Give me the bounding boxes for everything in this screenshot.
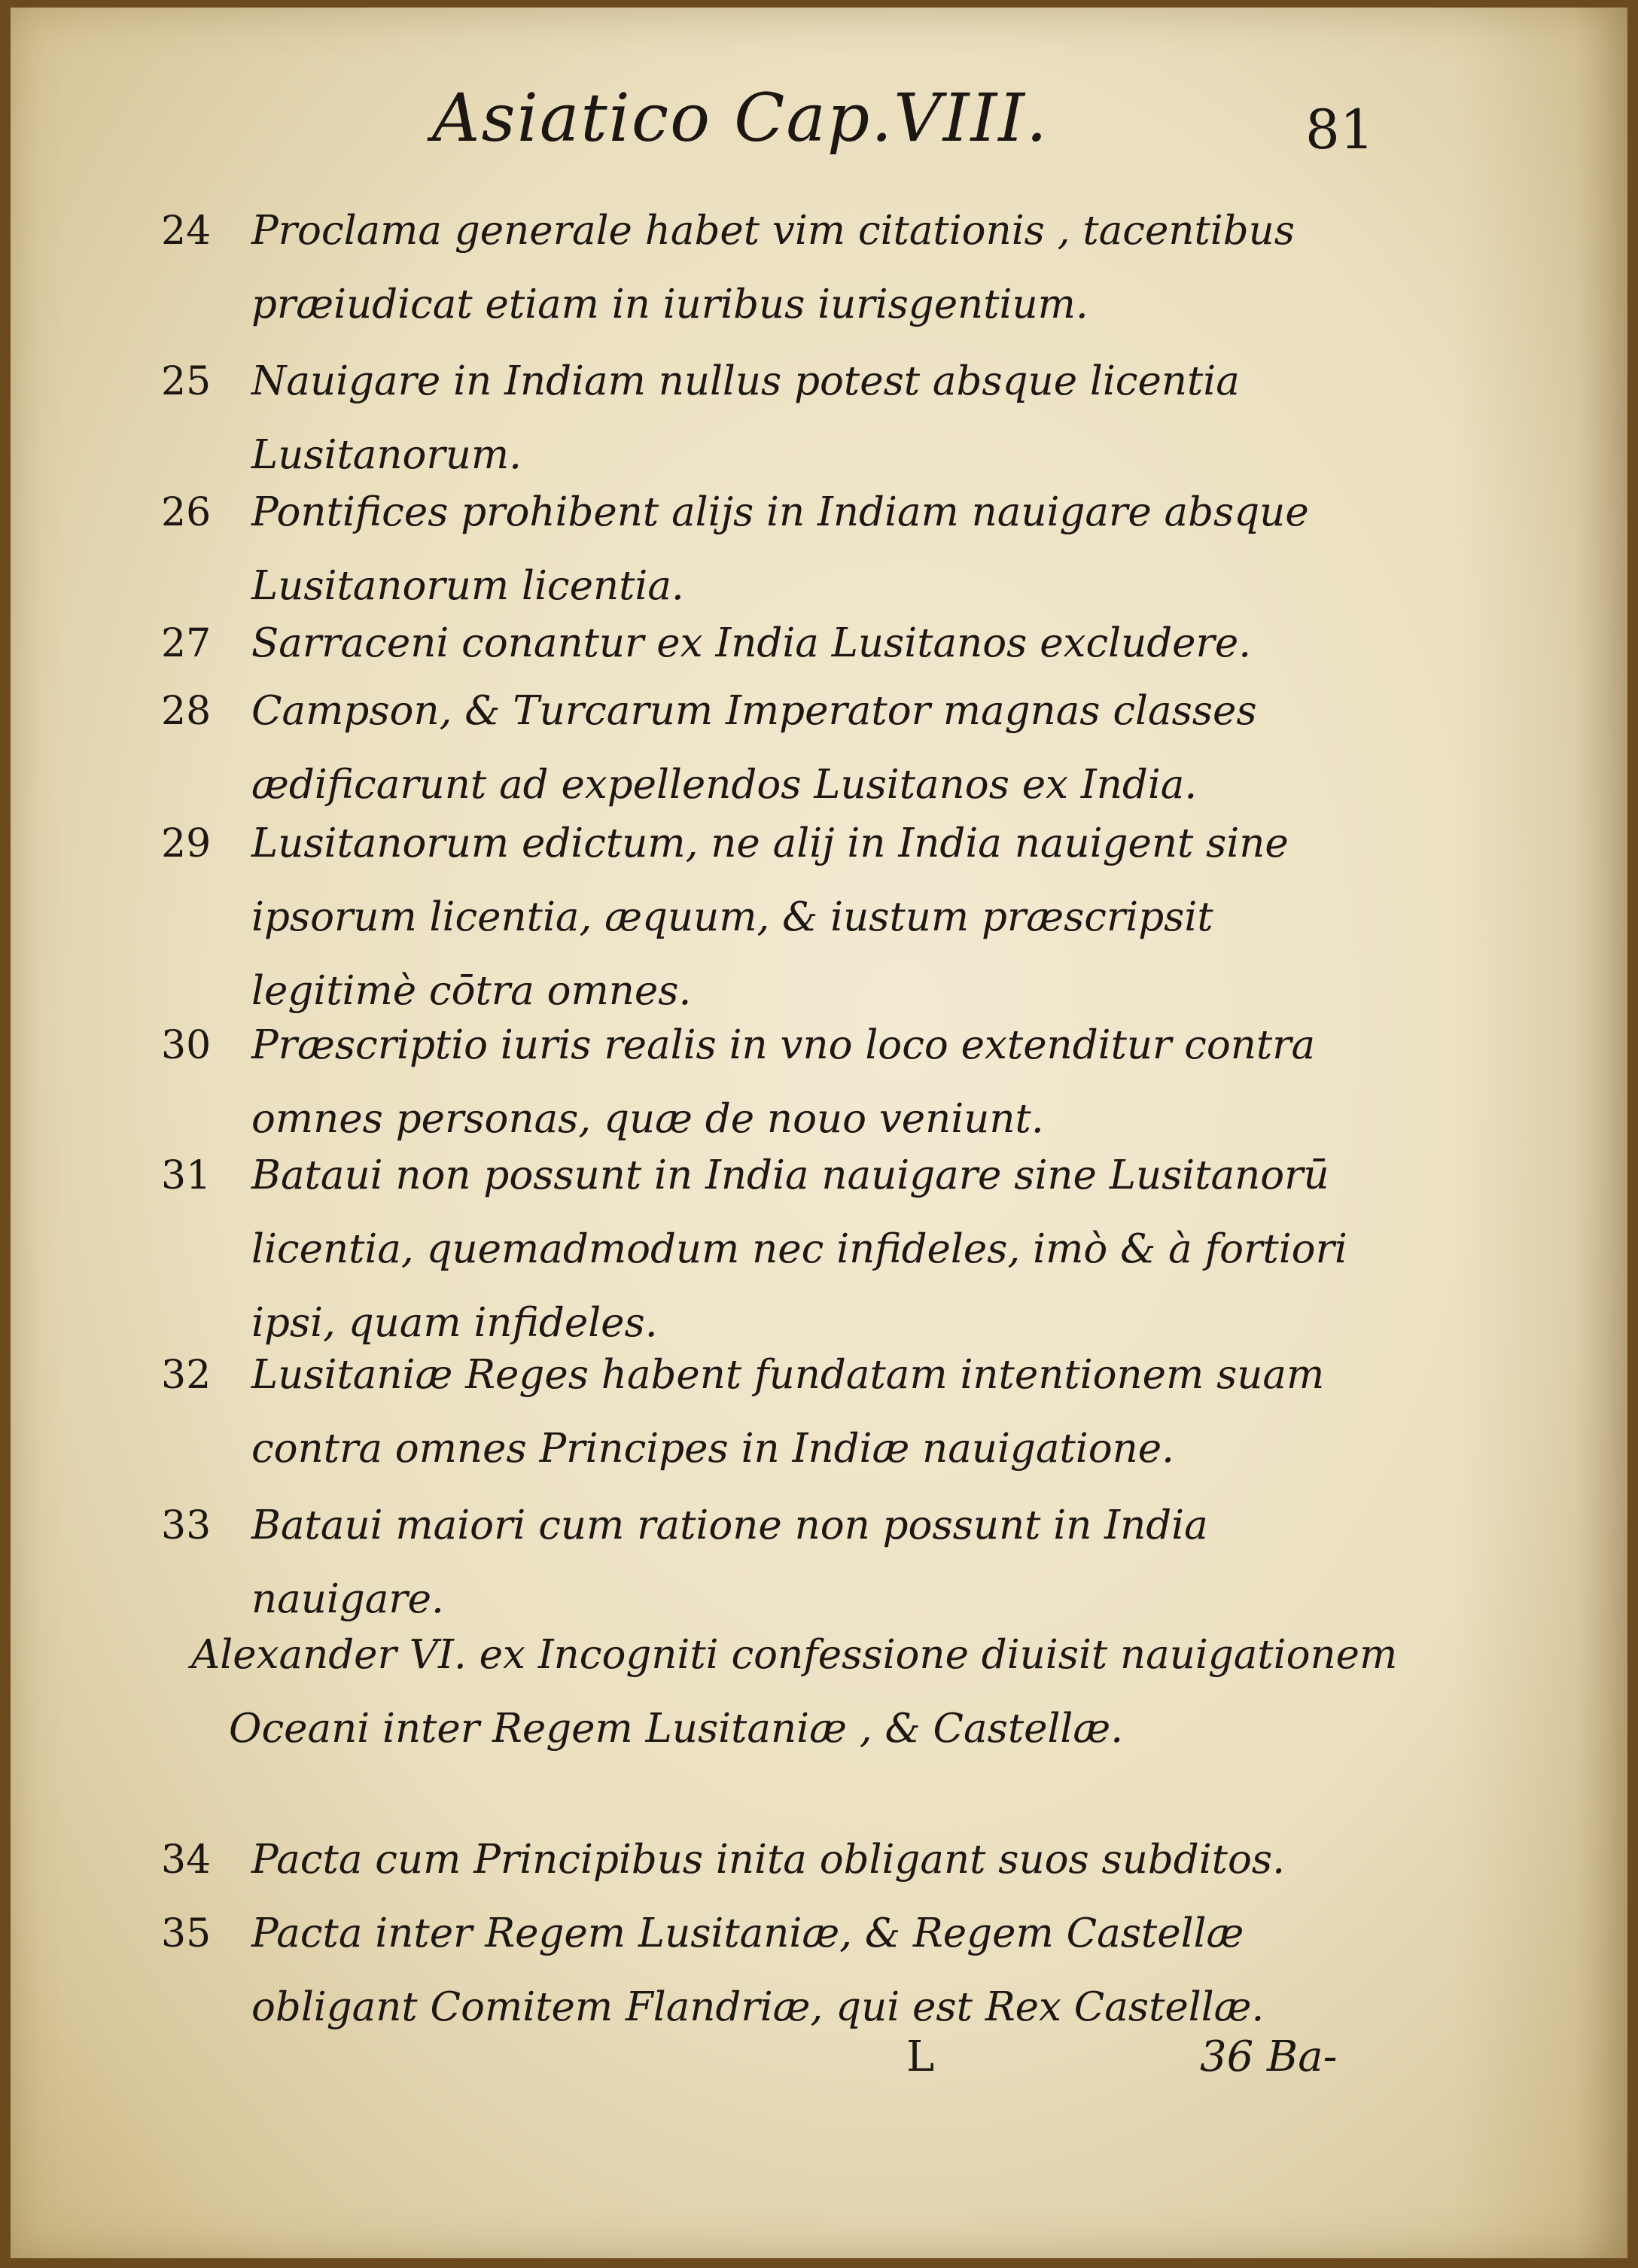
catchword: 36 Ba-: [1200, 2032, 1338, 2081]
entry-text: Sarraceni conantur ex India Lusitanos excludere.: [251, 620, 1252, 666]
list-item: [161, 674, 1381, 822]
entry-text: Præscriptio iuris realis in vno loco extenditur contra omnes personas, quæ de nouo veniunt.: [251, 1022, 1316, 1142]
entry-number: 28: [161, 689, 212, 734]
list-item: [161, 1823, 1381, 1897]
list-item: [161, 345, 1381, 492]
list-item: [161, 607, 1381, 680]
entry-number: 24: [161, 209, 212, 254]
entry-number: 27: [161, 621, 212, 666]
entry-number: 34: [161, 1837, 212, 1883]
signature-mark: L: [906, 2032, 935, 2081]
entry-text: Pontifices prohibent alijs in Indiam nauigare absque Lusitanorum licentia.: [251, 489, 1309, 609]
entry-number: 25: [161, 359, 212, 404]
entry-number: 31: [161, 1153, 212, 1198]
entry-number: 35: [161, 1911, 212, 1956]
entry-text: Bataui maiori cum ratione non possunt in India nauigare.: [251, 1502, 1208, 1622]
running-head: Asiatico Cap.VIII.: [432, 79, 1049, 157]
entry-text: Alexander VI. ex Incogniti confessione diuisit nauigationem Oceani inter Regem Lusitaniæ , & Castellæ.: [191, 1632, 1398, 1752]
list-item: [161, 807, 1381, 1028]
summary-list: [11, 8, 1627, 2258]
list-item: [191, 1618, 1411, 1766]
entry-number: 26: [161, 490, 212, 535]
entry-number: 30: [161, 1023, 212, 1068]
entry-text: Nauigare in Indiam nullus potest absque licentia Lusitanorum.: [251, 358, 1240, 478]
entry-text: Lusitaniæ Reges habent fundatam intentionem suam contra omnes Principes in Indiæ nauigatione.: [251, 1352, 1325, 1472]
entry-text: Proclama generale habet vim citationis , tacentibus præiudicat etiam in iuribus iurisgentium.: [251, 208, 1295, 327]
entry-text: Bataui non possunt in India nauigare sine Lusitanorū licentia, quemadmodum nec infideles, imò & à fortiori ipsi, quam infideles.: [251, 1152, 1347, 1346]
book-page: [11, 8, 1627, 2258]
entry-number: 29: [161, 821, 212, 866]
list-item: [161, 1897, 1381, 2044]
entry-text: Campson, & Turcarum Imperator magnas classes ædificarunt ad expellendos Lusitanos ex India.: [251, 688, 1257, 808]
page-number: 81: [1305, 98, 1375, 161]
list-item: [161, 1338, 1381, 1486]
list-item: [161, 476, 1381, 623]
list-item: [161, 1489, 1381, 1636]
entry-number: 33: [161, 1503, 212, 1548]
entry-number: 32: [161, 1353, 212, 1398]
list-item: [161, 1139, 1381, 1360]
list-item: [161, 194, 1381, 342]
entry-text: Pacta inter Regem Lusitaniæ, & Regem Castellæ obligant Comitem Flandriæ, qui est Rex Castellæ.: [251, 1910, 1265, 2030]
list-item: [161, 1009, 1381, 1156]
entry-text: Lusitanorum edictum, ne alij in India nauigent sine ipsorum licentia, æquum, & iustum præscripsit legitimè cōtra omnes.: [251, 820, 1289, 1014]
entry-text: Pacta cum Principibus inita obligant suos subditos.: [251, 1837, 1285, 1883]
